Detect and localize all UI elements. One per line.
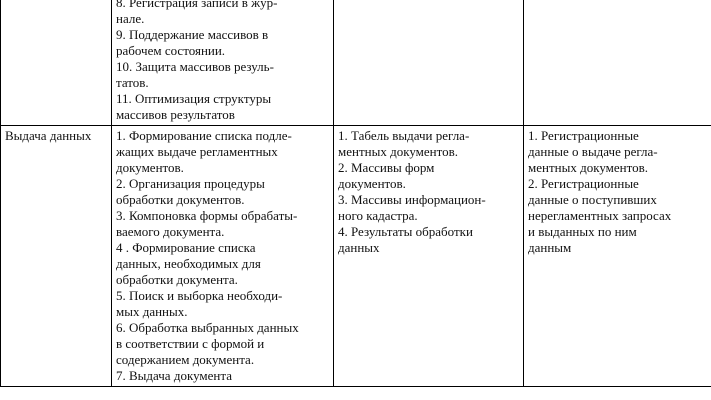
- text-line: данным: [528, 240, 572, 255]
- text-line: жащих выдаче регламентных: [116, 144, 278, 159]
- text-line: документов.: [338, 176, 406, 191]
- operations-cell: [112, 0, 334, 126]
- text-line: 1. Табель выдачи регла-: [338, 128, 470, 143]
- text-line: обработки документов.: [116, 192, 245, 207]
- text-line: ваемого документа.: [116, 224, 225, 239]
- text-line: 3. Компоновка формы обрабаты-: [116, 208, 298, 223]
- text-line: и выданных по ним: [528, 224, 637, 239]
- operations-cell: [112, 126, 334, 387]
- table-body: [1, 0, 711, 387]
- text-line: массивов результатов: [116, 107, 235, 122]
- text-line: 5. Поиск и выборка необходи-: [116, 288, 283, 303]
- text-line: ментных документов.: [338, 144, 459, 159]
- text-line: 3. Массивы информацион-: [338, 192, 486, 207]
- text-line: 1. Регистрационные: [528, 128, 639, 143]
- text-line: в соответствии с формой и: [116, 336, 265, 351]
- stage-cell: [1, 0, 112, 126]
- text-line: содержанием документа.: [116, 352, 255, 367]
- table-row: [1, 126, 711, 387]
- text-line: ментных документов.: [528, 160, 649, 175]
- text-line: татов.: [116, 75, 149, 90]
- text-line: 2. Регистрационные: [528, 176, 639, 191]
- text-line: 11. Оптимизация структуры: [116, 91, 272, 106]
- text-line: 4 . Формирование списка: [116, 240, 256, 255]
- stage-cell: [1, 126, 112, 387]
- text-line: данные о выдаче регла-: [528, 144, 658, 159]
- text-line: нерегламентных запросах: [528, 208, 672, 223]
- text-line: 2. Организация процедуры: [116, 176, 265, 191]
- text-line: обработки документа.: [116, 272, 238, 287]
- text-line: 7. Выдача документа: [116, 368, 232, 383]
- text-line: мых данных.: [116, 304, 188, 319]
- text-line: 1. Формирование списка подле-: [116, 128, 292, 143]
- text-line: нале.: [116, 11, 145, 26]
- output-data-cell: [524, 126, 711, 387]
- text-line: 10. Защита массивов резуль-: [116, 59, 274, 74]
- text-line: документов.: [116, 160, 184, 175]
- text-line: рабочем состоянии.: [116, 43, 226, 58]
- text-line: данных: [338, 240, 380, 255]
- text-line: 2. Массивы форм: [338, 160, 435, 175]
- text-line: 6. Обработка выбранных данных: [116, 320, 299, 335]
- table-row: [1, 0, 711, 126]
- input-data-cell: [334, 0, 524, 126]
- text-line: данные о поступивших: [528, 192, 657, 207]
- text-line: 8. Регистрация записи в жур-: [116, 0, 278, 10]
- text-line: Выдача данных: [5, 128, 92, 143]
- input-data-cell: [334, 126, 524, 387]
- text-line: 4. Результаты обработки: [338, 224, 473, 239]
- text-line: ного кадастра.: [338, 208, 418, 223]
- text-line: 9. Поддержание массивов в: [116, 27, 269, 42]
- output-data-cell: [524, 0, 711, 126]
- text-line: данных, необходимых для: [116, 256, 261, 271]
